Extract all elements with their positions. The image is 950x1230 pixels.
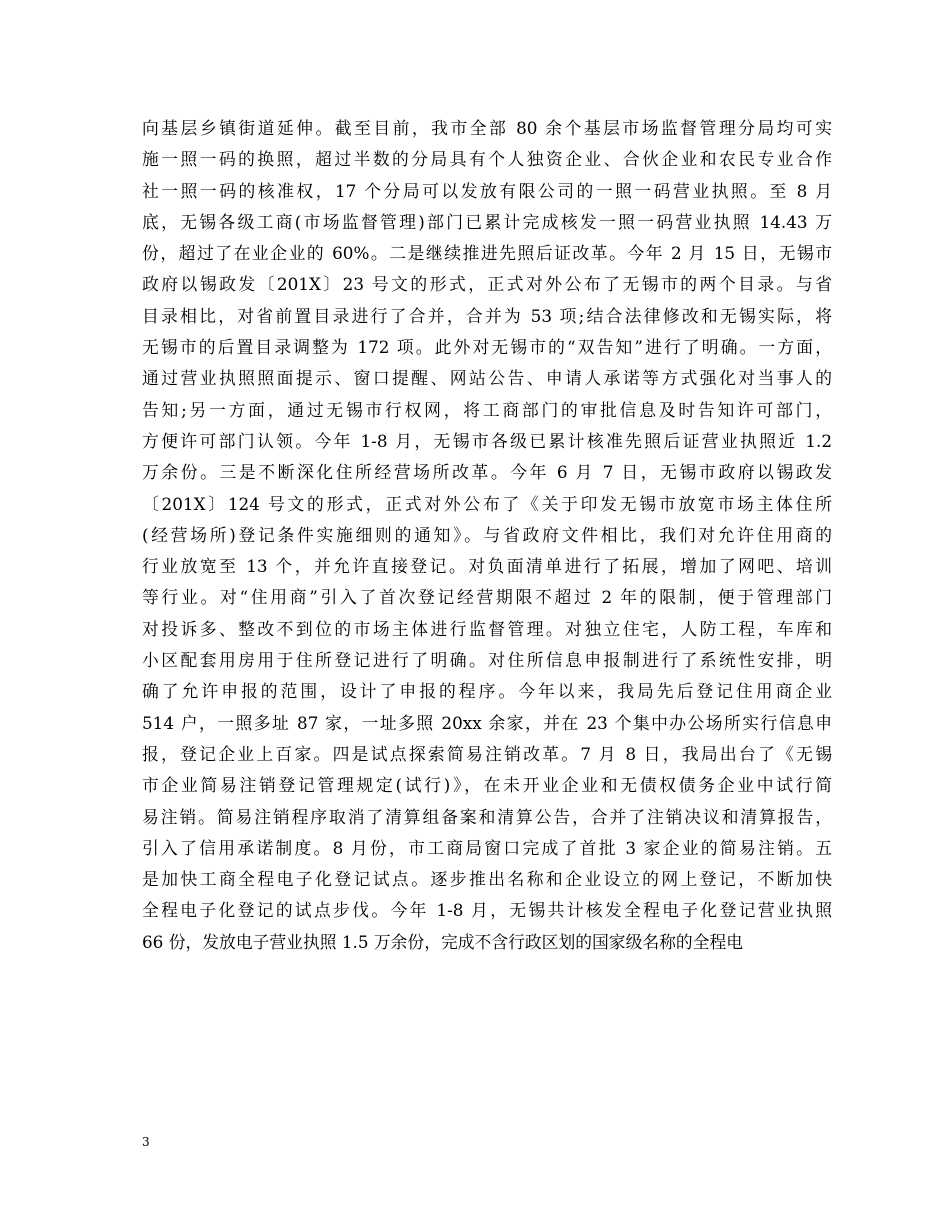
text-line: 施一照一码的换照，超过半数的分局具有个人独资企业、合伙企业和农民专业合作 — [142, 149, 832, 170]
text-line: 514 户，一照多址 87 家，一址多照 20xx 余家，并在 23 个集中办公场所实行信息申 — [142, 712, 832, 733]
text-line: 是加快工商全程电子化登记试点。逐步推出名称和企业设立的网上登记，不断加快 — [142, 869, 832, 890]
text-line: 小区配套用房用于住所登记进行了明确。对住所信息申报制进行了系统性安排，明 — [142, 650, 832, 671]
text-line: 市企业简易注销登记管理规定(试行)》，在未开业企业和无债权债务企业中试行简 — [142, 775, 832, 796]
text-line: 政府以锡政发〔201X〕23 号文的形式，正式对外公布了无锡市的两个目录。与省 — [142, 274, 832, 295]
text-line: 等行业。对“住用商”引入了首次登记经营期限不超过 2 年的限制，便于管理部门 — [142, 587, 832, 608]
text-line: 66 份，发放电子营业执照 1.5 万余份，完成不含行政区划的国家级名称的全程电 — [142, 931, 744, 952]
body-text — [142, 113, 832, 958]
text-line: 全程电子化登记的试点步伐。今年 1-8 月，无锡共计核发全程电子化登记营业执照 — [142, 900, 832, 921]
text-line: 通过营业执照照面提示、窗口提醒、网站公告、申请人承诺等方式强化对当事人的 — [142, 368, 832, 389]
text-line: 向基层乡镇街道延伸。截至目前，我市全部 80 余个基层市场监督管理分局均可实 — [142, 118, 832, 138]
text-line: 易注销。简易注销程序取消了清算组备案和清算公告，合并了注销决议和清算报告， — [142, 806, 832, 827]
text-line: 对投诉多、整改不到位的市场主体进行监督管理。对独立住宅，人防工程，车库和 — [142, 618, 832, 639]
text-line: 社一照一码的核准权，17 个分局可以发放有限公司的一照一码营业执照。至 8 月 — [142, 180, 832, 201]
text-line: 〔201X〕124 号文的形式，正式对外公布了《关于印发无锡市放宽市场主体住所 — [142, 493, 832, 514]
text-line: 引入了信用承诺制度。8 月份，市工商局窗口完成了首批 3 家企业的简易注销。五 — [142, 837, 832, 858]
text-line: 份，超过了在业企业的 60%。二是继续推进先照后证改革。今年 2 月 15 日，无锡市 — [142, 243, 832, 264]
text-line: 万余份。三是不断深化住所经营场所改革。今年 6 月 7 日，无锡市政府以锡政发 — [142, 462, 832, 483]
text-line: 无锡市的后置目录调整为 172 项。此外对无锡市的“双告知”进行了明确。一方面， — [142, 337, 832, 358]
text-line: 目录相比，对省前置目录进行了合并，合并为 53 项;结合法律修改和无锡实际，将 — [142, 305, 832, 326]
page-number: 3 — [142, 1135, 150, 1149]
text-line: 告知;另一方面，通过无锡市行权网，将工商部门的审批信息及时告知许可部门， — [142, 399, 832, 420]
text-line: 底，无锡各级工商(市场监督管理)部门已累计完成核发一照一码营业执照 14.43 万 — [142, 211, 832, 232]
text-line: (经营场所)登记条件实施细则的通知》。与省政府文件相比，我们对允许住用商的 — [142, 524, 832, 545]
text-line: 确了允许申报的范围，设计了申报的程序。今年以来，我局先后登记住用商企业 — [142, 681, 832, 702]
text-line: 行业放宽至 13 个，并允许直接登记。对负面清单进行了拓展，增加了网吧、培训 — [142, 556, 832, 577]
text-line: 方便许可部门认领。今年 1-8 月，无锡市各级已累计核准先照后证营业执照近 1.2 — [142, 430, 832, 451]
text-line: 报，登记企业上百家。四是试点探索简易注销改革。7 月 8 日，我局出台了《无锡 — [142, 743, 832, 764]
